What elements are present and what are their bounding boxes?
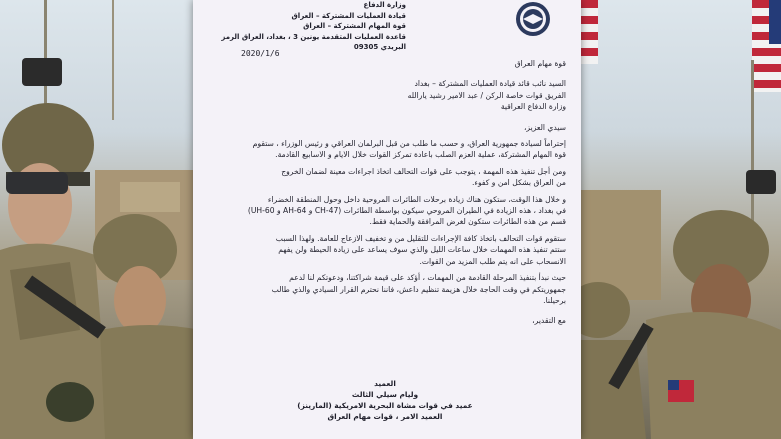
signature-line: العميد الامر ، قوات مهام العراق (327, 412, 443, 421)
salutation: سيدي العزيز، (523, 122, 566, 132)
header-line: قاعدة العمليات المتقدمة يونين 3 ، بغداد، العراق الرمز البريدي 09305 (221, 32, 406, 51)
soldier-goggles (6, 172, 68, 194)
department-seal-icon (511, 0, 555, 38)
paragraph-line: من العراق بشكل امن و كفوء. (471, 178, 566, 188)
recipient-line: السيد نائب قائد قيادة العمليات المشتركة – بغداد (414, 79, 566, 89)
camera-mount (746, 170, 776, 194)
paragraph-line: و خلال هذا الوقت، ستكون هناك زيادة برحلات الطائرات المروحية داخل وحول المنطقة الخضراء (267, 194, 566, 204)
paragraph-line: قسم من هذه الطائرات ستكون لغرض المرافقة والحماية فقط. (369, 217, 566, 227)
letter-document (193, 0, 581, 439)
left-soldiers-scene (0, 0, 200, 439)
paragraph-line: قوة المهام المشتركة، عملية العزم الصلب باعادة تمركز القوات خلال الايام و الاسابيع القادمة. (275, 150, 566, 160)
paragraph-line: ومن أجل تنفيذ هذه المهمة ، يتوجب على قوات التحالف اتخاذ اجراءات معينة لضمان الخروج (281, 166, 566, 176)
signature-block (285, 378, 485, 422)
paragraph-line: إحتراماً لسيادة جمهورية العراق، و حسب ما طلب من قبل البرلمان العراقي و رئيس الوزراء ، ستقوم (252, 139, 566, 149)
recipient-line: الفريق قوات خاصة الركن / عبد الامير رشيد يارالله (407, 90, 566, 100)
header-line: وزارة الدفاع (363, 1, 406, 9)
right-soldiers-scene (576, 0, 781, 439)
header-line: قيادة العمليات المشتركة – العراق (291, 11, 406, 20)
recipient-line: وزارة الدفاع العراقية (500, 102, 566, 112)
paragraph-line: حيث نبدأ بتنفيذ المرحلة القادمة من المهمات ، أؤكد على قيمة شراكتنا، ودعوتكم لنا لدعم (289, 273, 566, 283)
glove (46, 382, 94, 422)
closing: مع التقدير، (532, 316, 566, 326)
paragraph-line: ستتم تنفيذ هذه المهمات خلال ساعات الليل والذي سوف يساعد على زيادة الحيطة ولن يفهم (278, 245, 566, 255)
letter-date: 2020/1/6 (241, 49, 280, 58)
signature-line: العميد (374, 379, 396, 388)
paragraph-line: الانسحاب على انه يتم طلب المزيد من القوات. (419, 256, 566, 266)
letter-header (206, 0, 406, 53)
signature-line: وليام سيلي الثالث (351, 390, 419, 399)
signature-line: عميد في قوات مشاة البحرية الامريكية (المارينز) (297, 401, 473, 410)
paragraph-line: برحيلنا. (543, 295, 566, 305)
letter-body (226, 58, 566, 332)
right-soldier-body (646, 312, 781, 439)
header-line: قوة المهام المشتركة – العراق (303, 22, 406, 30)
second-soldier-face (114, 266, 166, 334)
paragraph-line: جمهوريتكم في وقت الحاجة خلال هزيمة تنظيم داعش، فاننا نحترم القرار السيادي والذي طالب (271, 284, 566, 294)
paragraph-line: في بغداد ، هذه الزيادة في الطيران المروحي سيكون بواسطة الطائرات (CH-47 و AH-64 و UH-60) (247, 206, 566, 216)
radio-device (22, 58, 62, 86)
flag-pole-2 (112, 0, 114, 120)
recipient-org: قوة مهام العراق (514, 59, 566, 68)
paragraph-line: ستقوم قوات التحالف باتخاذ كافة الإجراءات للتقليل من و تخفيف الازعاج للعامة. ولهذا السبب (275, 233, 566, 243)
